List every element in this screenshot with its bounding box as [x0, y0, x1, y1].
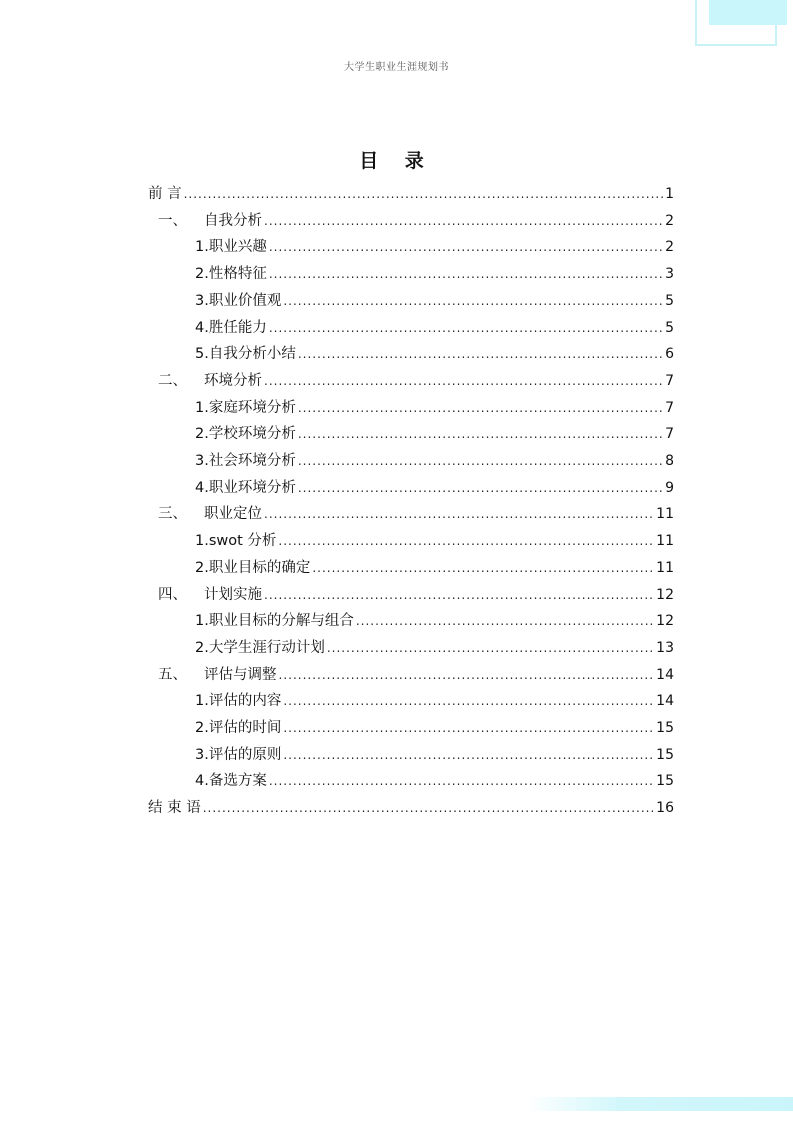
toc-entry-number: 五、 — [158, 667, 187, 683]
toc-entry[interactable] — [195, 448, 674, 474]
toc-dot-leader — [298, 395, 663, 421]
toc-entry[interactable] — [158, 501, 674, 527]
toc-entry-page-number: 13 — [656, 640, 674, 656]
toc-entry[interactable] — [195, 688, 674, 714]
toc-entry-page-number: 14 — [656, 667, 674, 683]
toc-dot-leader — [184, 181, 663, 207]
toc-dot-leader — [298, 421, 663, 447]
toc-dot-leader — [312, 555, 654, 581]
toc-entry[interactable] — [195, 742, 674, 768]
toc-entry[interactable] — [158, 368, 674, 394]
toc-entry[interactable] — [195, 261, 674, 287]
toc-entry[interactable] — [195, 395, 674, 421]
toc-entry-page-number: 12 — [656, 613, 674, 629]
toc-entry[interactable] — [195, 234, 674, 260]
toc-entry[interactable] — [148, 795, 674, 821]
toc-entry-page-number: 11 — [656, 560, 674, 576]
toc-entry[interactable] — [148, 181, 674, 207]
toc-entry-title: 自我分析 — [204, 213, 262, 229]
toc-entry-title: 1.swot 分析 — [195, 533, 277, 549]
toc-dot-leader — [283, 742, 654, 768]
toc-dot-leader — [298, 341, 663, 367]
toc-entry[interactable] — [158, 582, 674, 608]
toc-entry-title: 4.备选方案 — [195, 773, 267, 789]
footer-decoration-bar — [525, 1097, 793, 1111]
toc-entry-page-number: 15 — [656, 747, 674, 763]
toc-entry-title: 计划实施 — [204, 587, 262, 603]
toc-entry-title: 5.自我分析小结 — [195, 346, 296, 362]
toc-entry[interactable] — [195, 528, 674, 554]
toc-entry-page-number: 7 — [665, 426, 674, 442]
toc-entry[interactable] — [158, 208, 674, 234]
toc-entry-page-number: 2 — [665, 239, 674, 255]
corner-decoration — [693, 0, 793, 50]
toc-dot-leader — [264, 208, 663, 234]
toc-entry-title: 1.职业兴趣 — [195, 239, 267, 255]
toc-entry-title: 职业定位 — [204, 506, 262, 522]
toc-dot-leader — [269, 315, 663, 341]
toc-entry-title: 3.社会环境分析 — [195, 453, 296, 469]
running-header: 大学生职业生涯规划书 — [344, 62, 449, 73]
toc-entry-title: 结 束 语 — [148, 800, 201, 816]
toc-dot-leader — [298, 448, 663, 474]
toc-entry[interactable] — [195, 341, 674, 367]
toc-entry[interactable] — [195, 315, 674, 341]
toc-entry[interactable] — [195, 288, 674, 314]
toc-entry-page-number: 11 — [656, 533, 674, 549]
toc-entry-page-number: 15 — [656, 720, 674, 736]
toc-entry-page-number: 5 — [665, 320, 674, 336]
toc-dot-leader — [356, 608, 654, 634]
corner-block — [709, 0, 787, 25]
toc-entry-number: 四、 — [158, 587, 187, 603]
toc-entry[interactable] — [195, 715, 674, 741]
toc-dot-leader — [283, 288, 663, 314]
toc-title: 目 录 — [359, 150, 434, 172]
toc-entry-title: 2.职业目标的确定 — [195, 560, 311, 576]
toc-entry-page-number: 1 — [665, 186, 674, 202]
toc-entry[interactable] — [158, 662, 674, 688]
toc-entry-page-number: 12 — [656, 587, 674, 603]
toc-dot-leader — [203, 795, 654, 821]
toc-entry-title: 评估与调整 — [204, 667, 277, 683]
toc-dot-leader — [269, 261, 663, 287]
toc-dot-leader — [279, 662, 655, 688]
toc-entry-title: 4.职业环境分析 — [195, 480, 296, 496]
toc-entry-page-number: 8 — [665, 453, 674, 469]
toc-dot-leader — [283, 688, 654, 714]
toc-entry-page-number: 11 — [656, 506, 674, 522]
toc-entry[interactable] — [195, 421, 674, 447]
toc-entry-title: 3.职业价值观 — [195, 293, 282, 309]
toc-dot-leader — [264, 368, 663, 394]
toc-entry[interactable] — [195, 555, 674, 581]
toc-dot-leader — [278, 528, 654, 554]
toc-entry-page-number: 15 — [656, 773, 674, 789]
toc-dot-leader — [298, 475, 663, 501]
toc-entry-title: 2.学校环境分析 — [195, 426, 296, 442]
toc-entry-title: 2.大学生涯行动计划 — [195, 640, 325, 656]
toc-dot-leader — [264, 582, 654, 608]
toc-entry-page-number: 14 — [656, 693, 674, 709]
toc-entry-title: 前 言 — [148, 186, 182, 202]
toc-entry[interactable] — [195, 475, 674, 501]
toc-dot-leader — [327, 635, 654, 661]
toc-entry[interactable] — [195, 768, 674, 794]
toc-entry-title: 2.评估的时间 — [195, 720, 282, 736]
toc-entry-title: 1.家庭环境分析 — [195, 400, 296, 416]
toc-entry[interactable] — [195, 608, 674, 634]
toc-entry-page-number: 16 — [656, 800, 674, 816]
toc-dot-leader — [283, 715, 654, 741]
toc-entry-title: 环境分析 — [204, 373, 262, 389]
toc-dot-leader — [269, 234, 663, 260]
toc-entry-page-number: 6 — [665, 346, 674, 362]
toc-entry-page-number: 9 — [665, 480, 674, 496]
toc-entry-page-number: 7 — [665, 373, 674, 389]
toc-entry-page-number: 7 — [665, 400, 674, 416]
toc-dot-leader — [269, 768, 654, 794]
toc-dot-leader — [264, 501, 654, 527]
toc-entry-number: 二、 — [158, 373, 187, 389]
toc-entry-page-number: 5 — [665, 293, 674, 309]
toc-entry-page-number: 3 — [665, 266, 674, 282]
toc-entry-title: 4.胜任能力 — [195, 320, 267, 336]
toc-entry-title: 1.职业目标的分解与组合 — [195, 613, 354, 629]
toc-entry-title: 3.评估的原则 — [195, 747, 282, 763]
toc-entry-title: 1.评估的内容 — [195, 693, 282, 709]
toc-entry-page-number: 2 — [665, 213, 674, 229]
toc-entry-title: 2.性格特征 — [195, 266, 267, 282]
toc-entry[interactable] — [195, 635, 674, 661]
toc-entry-number: 一、 — [158, 213, 187, 229]
toc-entry-number: 三、 — [158, 506, 187, 522]
